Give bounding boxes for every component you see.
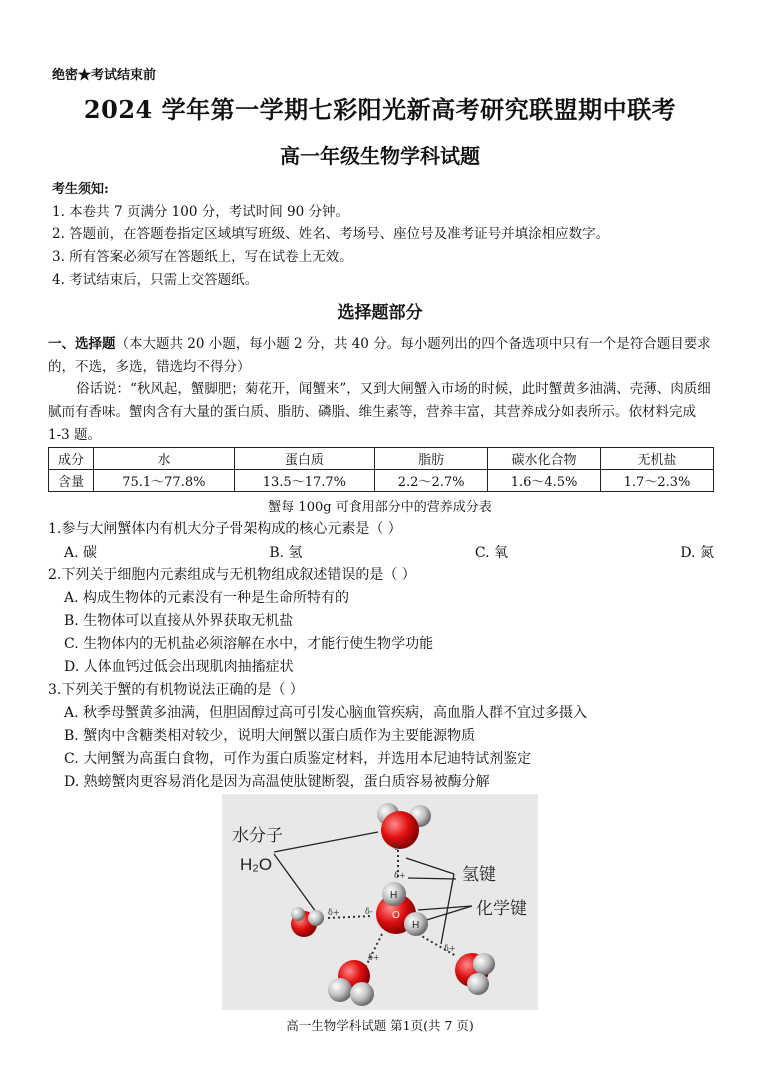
table-cell: 13.5～17.7% [234, 470, 375, 492]
table-header-cell: 蛋白质 [234, 448, 375, 470]
hydrogen-atom [328, 978, 352, 1002]
exam-title: 2024 学年第一学期七彩阳光新高考研究联盟期中联考 [83, 95, 677, 124]
notice-item: 2. 答题前，在答题卷指定区域填写班级、姓名、考场号、座位号及准考证号并填涂相应数字。 [52, 226, 610, 242]
hydrogen-atom [473, 953, 495, 975]
question-3-stem: 3.下列关于蟹的有机物说法正确的是（ ） [48, 682, 304, 698]
table-caption: 蟹每 100g 可食用部分中的营养成分表 [268, 500, 492, 515]
table-header-cell: 水 [94, 448, 235, 470]
option-c: C. 大闸蟹为高蛋白食物，可作为蛋白质鉴定材料，并选用本尼迪特试剂鉴定 [64, 751, 532, 767]
notice-heading: 考生须知: [52, 182, 109, 197]
table-cell: 1.7～2.3% [601, 470, 714, 492]
water-molecule-bottom-left [328, 960, 374, 1006]
exam-subtitle: 高一年级生物学科试题 [280, 144, 480, 168]
notice-item: 3. 所有答案必须写在答题纸上，写在试卷上无效。 [52, 249, 353, 265]
option-a: A. 碳 [64, 545, 98, 561]
question-2-stem: 2.下列关于细胞内元素组成与无机物组成叙述错误的是（ ） [48, 567, 416, 583]
table-cell: 1.6～4.5% [488, 470, 601, 492]
option-b: B. 氢 [269, 545, 303, 561]
option-a: A. 构成生物体的元素没有一种是生命所特有的 [64, 590, 350, 606]
option-d: D. 氮 [680, 545, 714, 561]
notice-item: 1. 本卷共 7 页满分 100 分，考试时间 90 分钟。 [52, 204, 349, 220]
reading-passage: 俗话说：“秋风起，蟹脚肥；菊花开，闻蟹来”，又到大闸蟹入市场的时候，此时蟹黄多油满、壳薄、肉质细腻而有香味。蟹肉含有大量的蛋白质、脂肪、磷脂、维生素等，营养丰富，其营养成分如表所示。依材料完成 1-3 题。 [48, 381, 711, 443]
option-d: D. 熟螃蟹肉更容易消化是因为高温使肽键断裂，蛋白质容易被酶分解 [64, 774, 490, 790]
table-header-cell: 脂肪 [375, 448, 488, 470]
section-title: 选择题部分 [337, 303, 423, 323]
delta-label: δ+ [368, 953, 380, 962]
option-b: B. 生物体可以直接从外界获取无机盐 [64, 613, 294, 629]
delta-label: δ+ [394, 871, 406, 880]
label-formula: H₂O [240, 855, 273, 874]
part-rules: （本大题共 20 小题，每小题 2 分，共 40 分。每小题列出的四个备选项中只有一个是符合题目要求的，不选，多选，错选均不得分） [48, 336, 711, 375]
label-water-molecule: 水分子 [232, 826, 283, 845]
atom-label-o: O [392, 910, 400, 921]
hydrogen-atom [291, 907, 305, 921]
label-chemical-bond: 化学键 [476, 899, 527, 918]
question-1-stem: 1.参与大闸蟹体内有机大分子骨架构成的核心元素是（ ） [48, 521, 402, 537]
delta-label: δ- [365, 907, 373, 916]
table-row [49, 470, 714, 492]
hydrogen-atom [467, 973, 489, 995]
question-1-options [64, 542, 714, 562]
table-cell: 含量 [49, 470, 94, 492]
atom-label-h: H [390, 890, 398, 901]
table-header-cell: 成分 [49, 448, 94, 470]
notice-item: 4. 考试结束后，只需上交答题纸。 [52, 272, 259, 288]
option-b: B. 蟹肉中含糖类相对较少，说明大闸蟹以蛋白质作为主要能源物质 [64, 728, 476, 744]
label-hydrogen-bond: 氢键 [462, 865, 496, 884]
delta-label: δ+ [328, 908, 340, 917]
part-instructions [48, 333, 712, 379]
water-molecule-center [376, 882, 428, 936]
water-molecule-left [291, 907, 324, 937]
confidential-mark: 绝密★考试结束前 [52, 68, 157, 83]
water-molecule-figure [222, 794, 538, 1010]
delta-label: δ- [394, 843, 402, 852]
table-header-cell: 无机盐 [601, 448, 714, 470]
atom-label-h: H [412, 920, 420, 931]
option-c: C. 生物体内的无机盐必须溶解在水中，才能行使生物学功能 [64, 636, 434, 652]
part-label: 一、选择题 [48, 336, 116, 352]
nutrition-table [48, 447, 714, 492]
water-molecule-diagram [222, 794, 538, 1010]
table-header-row [49, 448, 714, 470]
hydrogen-atom [308, 910, 324, 926]
table-cell: 75.1～77.8% [94, 470, 235, 492]
table-cell: 2.2～2.7% [375, 470, 488, 492]
option-a: A. 秋季母蟹黄多油满，但胆固醇过高可引发心脑血管疾病，高血脂人群不宜过多摄入 [64, 705, 588, 721]
delta-label: δ+ [444, 944, 456, 953]
option-d: D. 人体血钙过低会出现肌肉抽搐症状 [64, 659, 294, 675]
water-molecule-bottom-right [455, 953, 495, 995]
table-header-cell: 碳水化合物 [488, 448, 601, 470]
option-c: C. 氧 [474, 545, 508, 561]
hydrogen-atom [350, 982, 374, 1006]
water-molecule-top [377, 803, 431, 849]
page-footer: 高一生物学科试题 第1页(共 7 页) [286, 1018, 474, 1033]
